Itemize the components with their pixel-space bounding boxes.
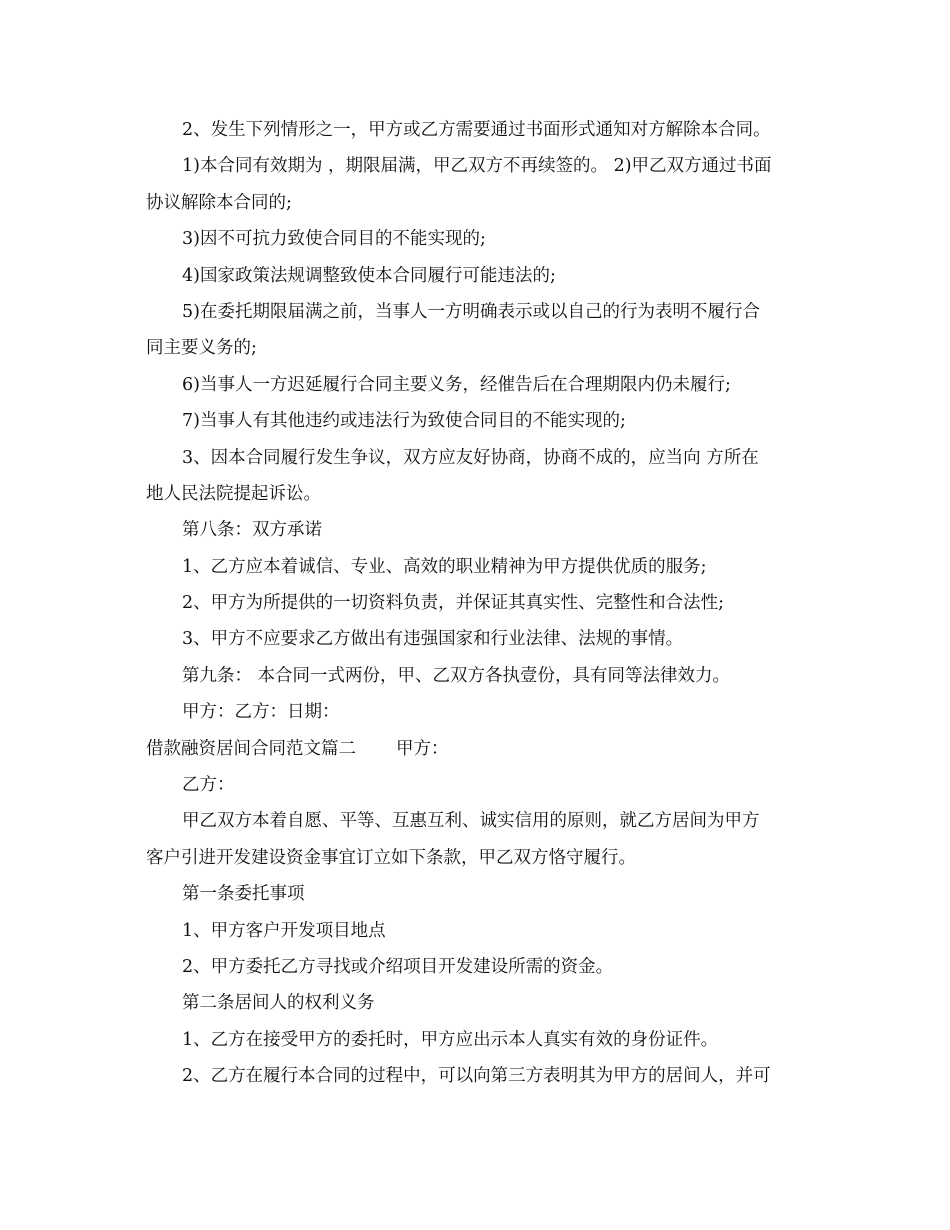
paragraph-line: 2、发生下列情形之一，甲方或乙方需要通过书面形式通知对方解除本合同。 xyxy=(182,120,771,140)
paragraph-line: 3、因本合同履行发生争议，双方应友好协商，协商不成的，应当向 方所在 xyxy=(182,447,759,468)
paragraph-line: 第二条居间人的权利义务 xyxy=(182,993,375,1014)
paragraph-line: 2、甲方为所提供的一切资料负责，并保证其真实性、完整性和合法性; xyxy=(182,593,725,614)
paragraph-line: 甲乙双方本着自愿、平等、互惠互利、诚实信用的原则，就乙方居间为甲方 xyxy=(182,811,760,832)
contract-section-1 xyxy=(146,112,810,731)
paragraph-line: 7)当事人有其他违约或违法行为致使合同目的不能实现的; xyxy=(182,411,626,432)
contract-section-2 xyxy=(146,767,810,1095)
paragraph-line: 5)在委托期限届满之前，当事人一方明确表示或以自己的行为表明不履行合 xyxy=(182,301,760,322)
paragraph-line: 2、甲方委托乙方寻找或介绍项目开发建设所需的资金。 xyxy=(182,956,614,977)
paragraph-line: 乙方： xyxy=(182,775,235,796)
paragraph-line: 甲方：乙方：日期： xyxy=(182,702,340,723)
paragraph-line: 客户引进开发建设资金事宜订立如下条款，甲乙双方恪守履行。 xyxy=(146,847,636,868)
contract-title: 借款融资居间合同范文篇二 xyxy=(146,738,356,759)
party-a-label: 甲方： xyxy=(396,738,449,759)
section-heading-line xyxy=(146,731,810,767)
paragraph-line: 1、乙方应本着诚信、专业、高效的职业精神为甲方提供优质的服务; xyxy=(182,556,707,577)
paragraph-line: 1、甲方客户开发项目地点 xyxy=(182,920,386,941)
paragraph-line: 地人民法院提起诉讼。 xyxy=(146,483,321,504)
paragraph-line: 4)国家政策法规调整致使本合同履行可能违法的; xyxy=(182,265,556,286)
paragraph-line: 6)当事人一方迟延履行合同主要义务，经催告后在合理期限内仍未履行; xyxy=(182,374,731,395)
paragraph-line: 同主要义务的; xyxy=(146,338,257,359)
paragraph-line: 1、乙方在接受甲方的委托时，甲方应出示本人真实有效的身份证件。 xyxy=(182,1029,719,1050)
paragraph-line: 第八条：双方承诺 xyxy=(182,520,322,541)
paragraph-line: 3、甲方不应要求乙方做出有违强国家和行业法律、法规的事情。 xyxy=(182,629,684,650)
paragraph-line: 第一条委托事项 xyxy=(182,884,305,905)
paragraph-line: 第九条： 本合同一式两份，甲、乙双方各执壹份，具有同等法律效力。 xyxy=(182,665,731,686)
paragraph-line: 3)因不可抗力致使合同目的不能实现的; xyxy=(182,229,486,250)
paragraph-line: 2、乙方在履行本合同的过程中，可以向第三方表明其为甲方的居间人，并可 xyxy=(182,1066,771,1087)
paragraph-line: 协议解除本合同的; xyxy=(146,192,292,213)
document-body xyxy=(146,112,810,1095)
paragraph-line: 1)本合同有效期为 ，期限届满，甲乙双方不再续签的。 2)甲乙双方通过书面 xyxy=(182,156,772,177)
